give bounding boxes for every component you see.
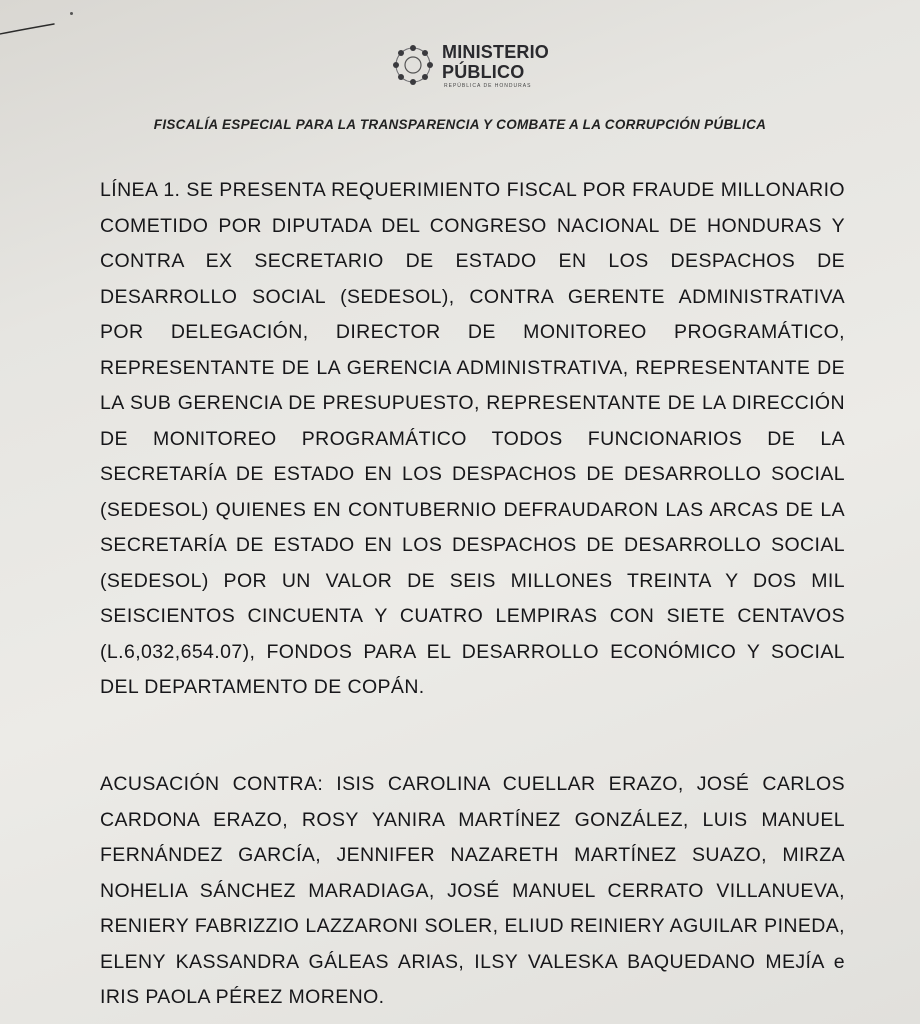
logo-tagline: REPÚBLICA DE HONDURAS <box>444 83 532 89</box>
ministerio-wordmark <box>442 42 549 82</box>
ink-dot <box>70 12 73 15</box>
document-subtitle: FISCALÍA ESPECIAL PARA LA TRANSPARENCIA Y COMBATE A LA CORRUPCIÓN PÚBLICA <box>153 117 767 132</box>
logo-line-publico: PÚBLICO <box>442 62 525 82</box>
ministerio-publico-header <box>388 40 568 92</box>
paragraph-acusacion: ACUSACIÓN CONTRA: ISIS CAROLINA CUELLAR ERAZO, JOSÉ CARLOS CARDONA ERAZO, ROSY YANIRA MARTÍNEZ GONZÁLEZ, LUIS MANUEL FERNÁNDEZ GARCÍA, JENNIFER NAZARETH MARTÍNEZ SUAZO, MIRZA NOHELIA SÁNCHEZ MARADIAGA, JOSÉ MANUEL CERRATO VILLANUEVA, RENIERY FABRIZZIO LAZZARONI SOLER, ELIUD REINIERY AGUILAR PINEDA, ELENY KASSANDRA GÁLEAS ARIAS, ILSY VALESKA BAQUEDANO MEJÍA e IRIS PAOLA PÉREZ MORENO. <box>100 773 845 1008</box>
pen-stroke-mark <box>0 22 56 36</box>
ministerio-seal-icon <box>388 40 438 90</box>
logo-line-ministerio: MINISTERIO <box>442 42 550 62</box>
paragraph-linea-1: LÍNEA 1. SE PRESENTA REQUERIMIENTO FISCAL POR FRAUDE MILLONARIO COMETIDO POR DIPUTADA DEL CONGRESO NACIONAL DE HONDURAS Y CONTRA EX SECRETARIO DE ESTADO EN LOS DESPACHOS DE DESARROLLO SOCIAL (SEDESOL), CONTRA GERENTE ADMINISTRATIVA POR DELEGACIÓN, DIRECTOR DE MONITOREO PROGRAMÁTICO, REPRESENTANTE DE LA GERENCIA ADMINISTRATIVA, REPRESENTANTE DE LA SUB GERENCIA DE PRESUPUESTO, REPRESENTANTE DE LA DIRECCIÓN DE MONITOREO PROGRAMÁTICO TODOS FUNCIONARIOS DE LA SECRETARÍA DE ESTADO EN LOS DESPACHOS DE DESARROLLO SOCIAL (SEDESOL) QUIENES EN CONTUBERNIO DEFRAUDARON LAS ARCAS DE LA SECRETARÍA DE ESTADO EN LOS DESPACHOS DE DESARROLLO SOCIAL (SEDESOL) POR UN VALOR DE SEIS MILLONES TREINTA Y DOS MIL SEISCIENTOS CINCUENTA Y CUATRO LEMPIRAS CON SIETE CENTAVOS (L.6,032,654.07), FONDOS PARA EL DESARROLLO ECONÓMICO Y SOCIAL DEL DEPARTAMENTO DE COPÁN. <box>100 179 845 698</box>
